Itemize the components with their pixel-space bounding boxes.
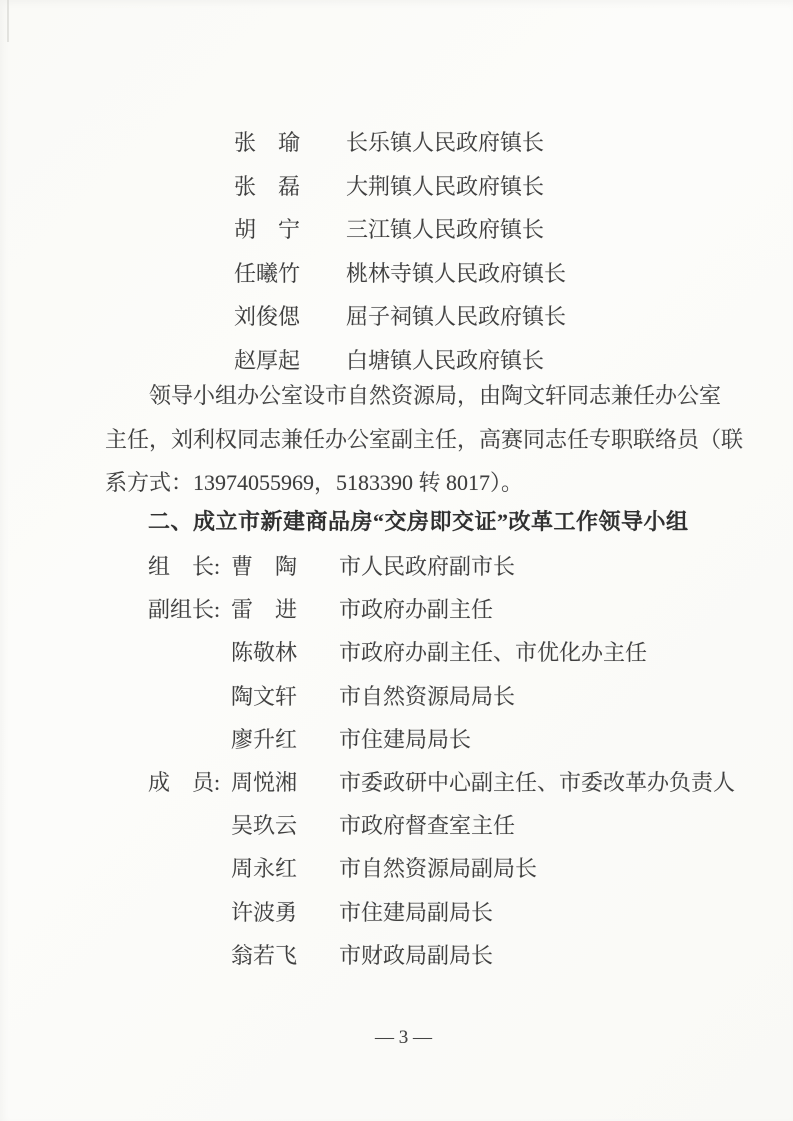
- scan-artifact: [7, 0, 9, 42]
- member-name: 周永红: [231, 856, 298, 882]
- role-label: [148, 675, 231, 718]
- person-title: 白塘镇人民政府镇长: [346, 347, 545, 373]
- member-title: 市政府办副主任、市优化办主任: [339, 640, 648, 666]
- person-name: 张 磊: [234, 173, 301, 199]
- role-label: [148, 847, 231, 890]
- member-title: 市政府办副主任: [339, 597, 494, 623]
- person-name: 任曦竹: [234, 260, 301, 286]
- roster-row: [148, 631, 735, 674]
- role-label: 成 员:: [148, 769, 221, 795]
- list-item: [234, 121, 566, 165]
- role-label: [148, 718, 231, 761]
- person-title: 桃林寺镇人民政府镇长: [346, 260, 567, 286]
- roster-row: [148, 675, 735, 718]
- page-number: — 3 —: [375, 1027, 432, 1048]
- list-item: [234, 208, 566, 252]
- member-title: 市人民政府副市长: [339, 554, 516, 579]
- person-title: 长乐镇人民政府镇长: [346, 130, 545, 155]
- person-name: 胡 宁: [234, 217, 301, 242]
- member-name: 廖升红: [231, 726, 298, 752]
- roster-row: [148, 804, 735, 847]
- member-title: 市委政研中心副主任、市委改革办负责人: [339, 769, 736, 795]
- roster-row: [148, 761, 735, 804]
- member-title: 市自然资源局副局长: [339, 856, 538, 882]
- member-name: 翁若飞: [231, 942, 298, 968]
- member-name: 曹 陶: [231, 554, 298, 579]
- role-label: 组 长:: [148, 554, 221, 579]
- role-label: [148, 804, 231, 847]
- roster-row: [148, 891, 735, 934]
- person-title: 三江镇人民政府镇长: [346, 217, 545, 242]
- roster-row: [148, 545, 735, 588]
- person-name: 刘俊偲: [234, 304, 301, 329]
- member-name: 陶文轩: [231, 683, 298, 709]
- roster-row: [148, 934, 735, 977]
- person-name: 张 瑜: [234, 130, 301, 155]
- roster-row: [148, 588, 735, 631]
- member-title: 市自然资源局局长: [339, 683, 516, 709]
- person-title: 屈子祠镇人民政府镇长: [346, 304, 567, 329]
- town-mayors-list: [234, 121, 566, 382]
- role-label: 副组长:: [148, 597, 221, 623]
- paragraph-line: 领导小组办公室设市自然资源局，由陶文轩同志兼任办公室: [149, 383, 722, 408]
- member-title: 市政府督查室主任: [339, 813, 516, 839]
- member-name: 许波勇: [231, 899, 298, 925]
- paragraph-line: 主任，刘利权同志兼任办公室副主任，高赛同志任专职联络员（联: [105, 426, 744, 452]
- office-note-paragraph: [105, 374, 745, 505]
- member-name: 雷 进: [231, 597, 298, 623]
- member-name: 吴玖云: [231, 813, 298, 839]
- role-label: [148, 891, 231, 934]
- member-name: 陈敬林: [231, 640, 298, 666]
- section-2-heading: 二、成立市新建商品房“交房即交证”改革工作领导小组: [148, 509, 689, 534]
- paragraph-line: 系方式：13974055969，5183390 转 8017）。: [105, 470, 524, 495]
- role-label: [148, 631, 231, 674]
- roster-row: [148, 718, 735, 761]
- roster-row: [148, 847, 735, 890]
- person-name: 赵厚起: [234, 347, 301, 373]
- person-title: 大荆镇人民政府镇长: [346, 173, 545, 199]
- list-item: [234, 252, 566, 296]
- role-label: [148, 934, 231, 977]
- list-item: [234, 165, 566, 209]
- member-title: 市财政局副局长: [339, 942, 494, 968]
- list-item: [234, 295, 566, 339]
- member-name: 周悦湘: [231, 769, 298, 795]
- member-title: 市住建局副局长: [339, 899, 494, 925]
- leadership-group-roster: [148, 545, 735, 977]
- member-title: 市住建局局长: [339, 726, 472, 752]
